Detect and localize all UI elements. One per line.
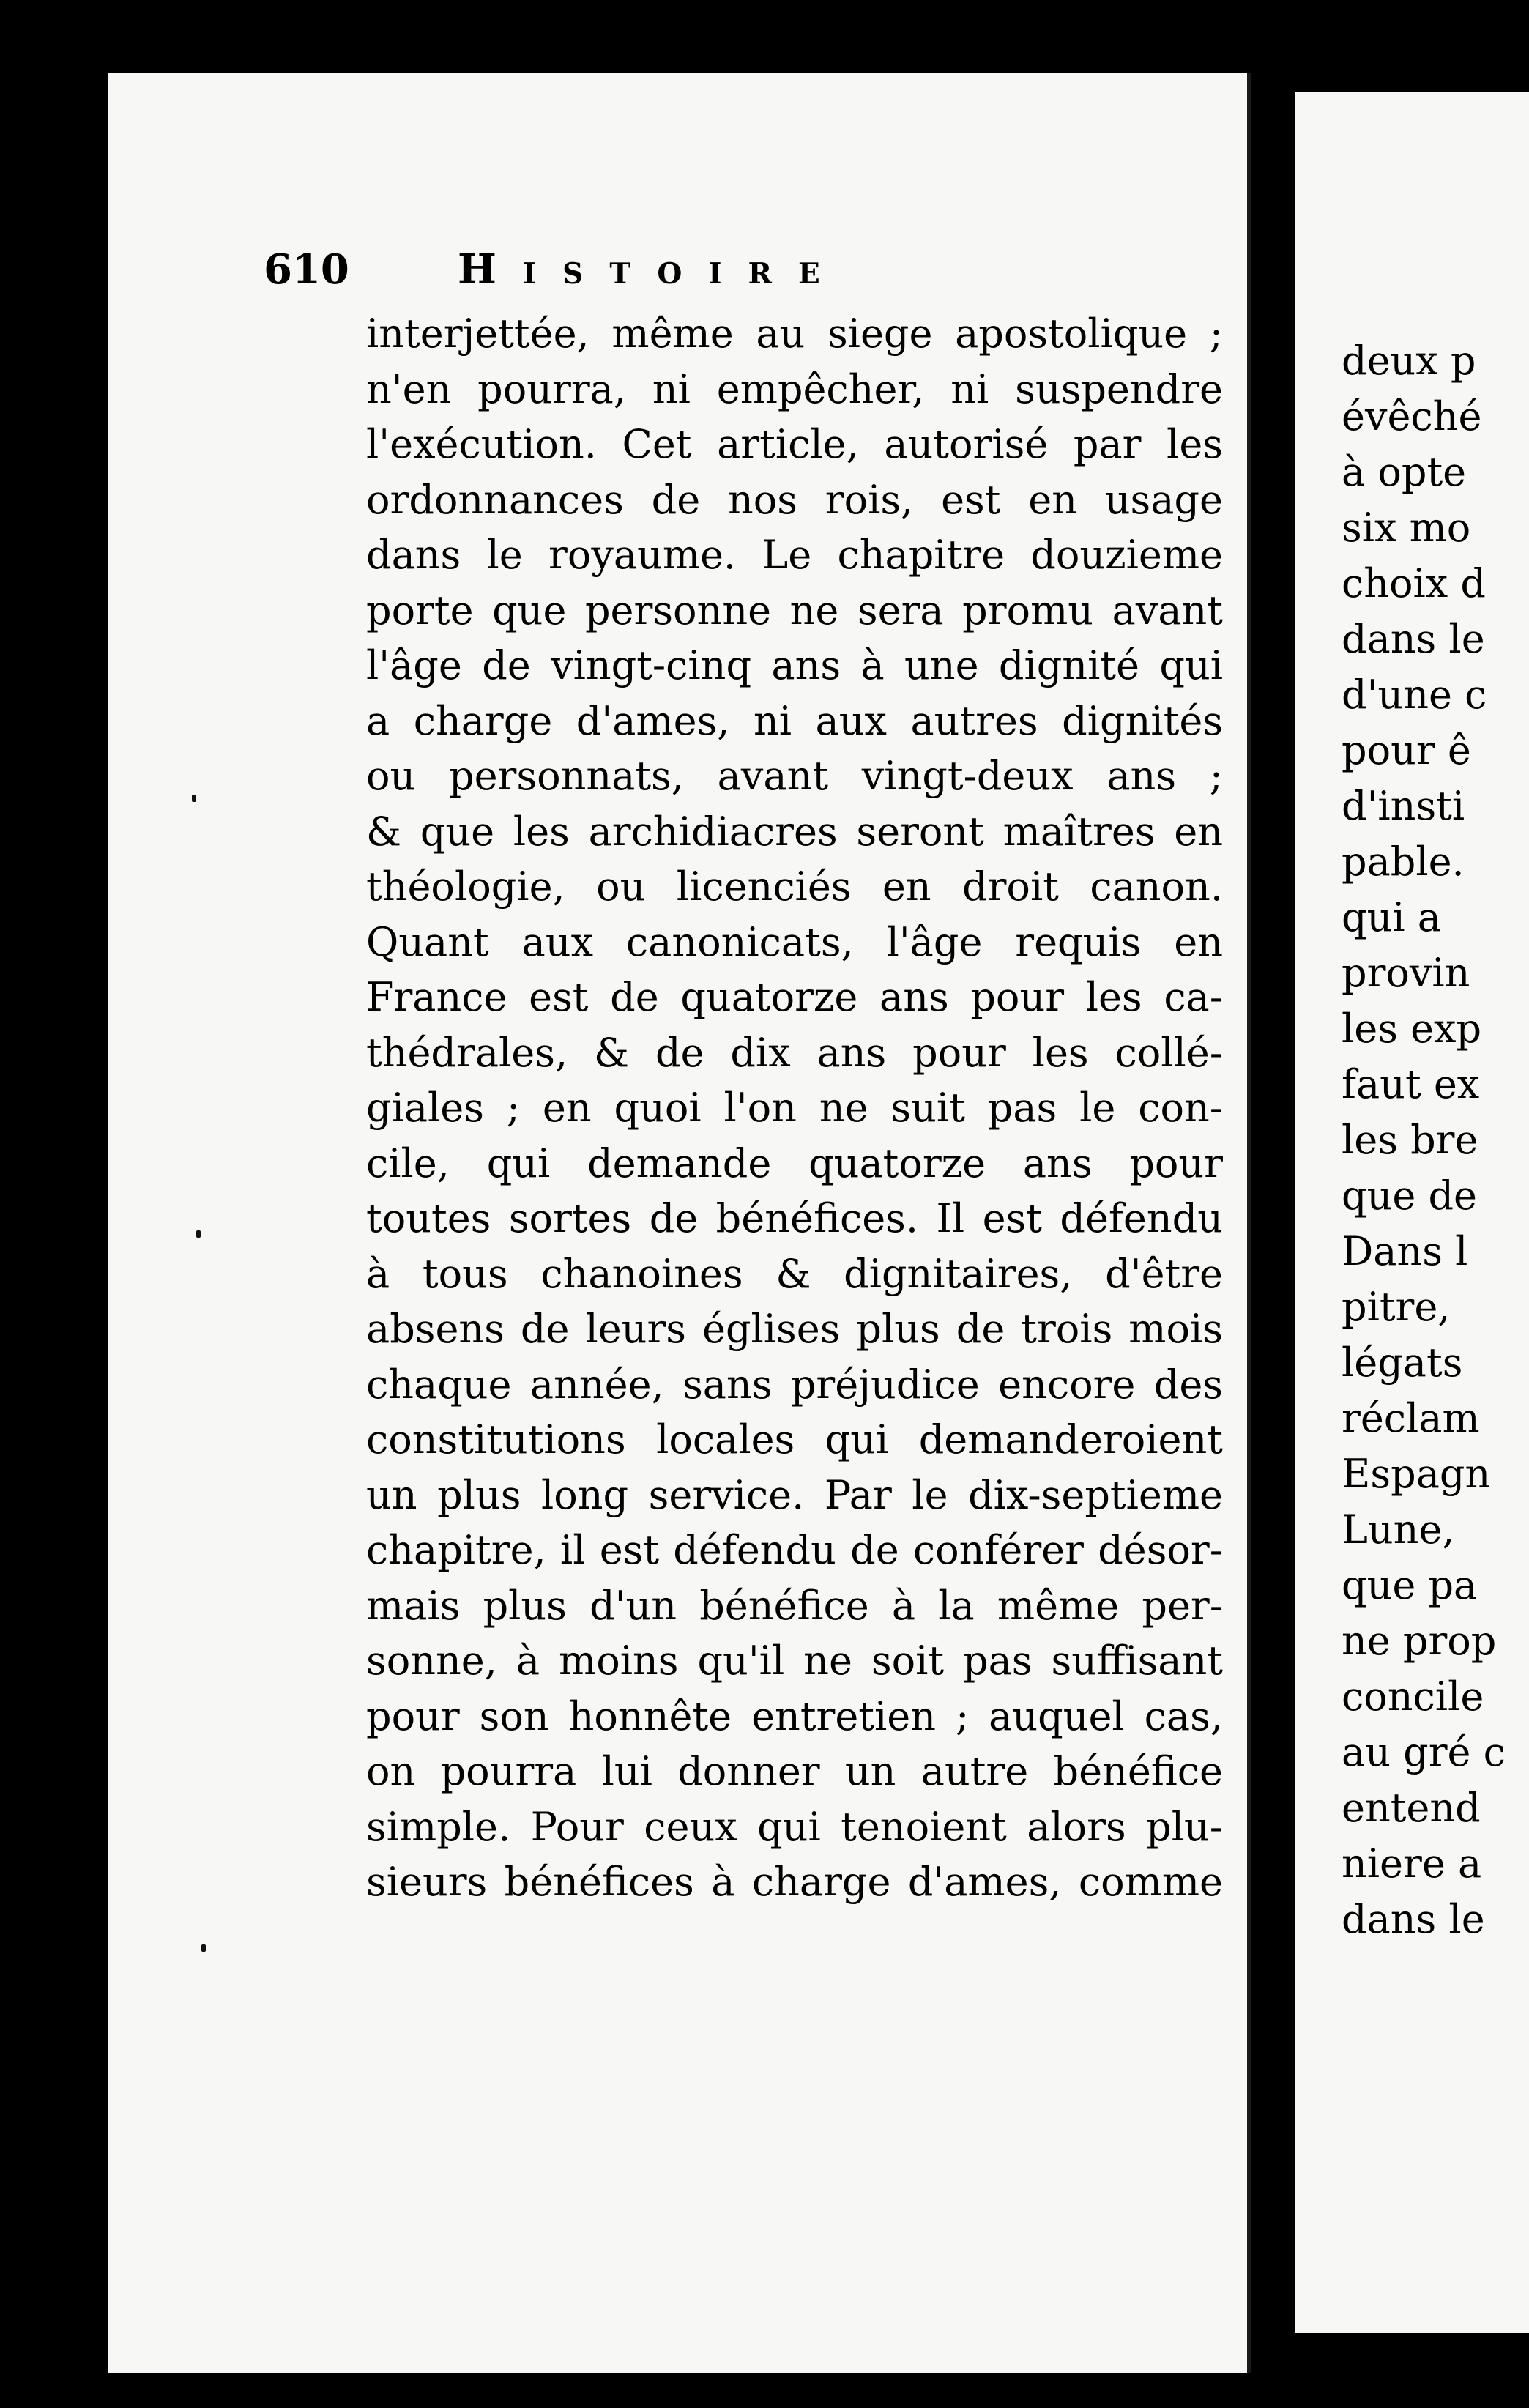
text-line: mais plus d'un bénéfice à la même per-: [366, 1582, 1223, 1629]
text-line: n'en pourra, ni empêcher, ni suspendre: [366, 365, 1223, 412]
page-number: 610: [264, 245, 349, 294]
margin-mark: [196, 1230, 201, 1238]
text-line: pour ê: [1342, 727, 1471, 773]
text-line: dans le: [1342, 616, 1485, 662]
text-line: niere a: [1342, 1840, 1482, 1887]
text-line: giales ; en quoi l'on ne suit pas le con-: [366, 1085, 1223, 1131]
text-line: pable.: [1342, 839, 1465, 885]
text-line: ne prop: [1342, 1618, 1497, 1664]
text-line: simple. Pour ceux qui tenoient alors plu-: [366, 1803, 1223, 1850]
text-line: a charge d'ames, ni aux autres dignités: [366, 697, 1223, 744]
text-line: d'insti: [1342, 783, 1465, 829]
text-line: les exp: [1342, 1006, 1482, 1052]
text-line: thédrales, & de dix ans pour les collé-: [366, 1029, 1223, 1076]
text-line: constitutions locales qui demanderoient: [366, 1416, 1223, 1463]
text-line: que pa: [1342, 1562, 1478, 1608]
text-line: absens de leurs églises plus de trois mois: [366, 1306, 1223, 1352]
text-line: interjettée, même au siege apostolique ;: [366, 311, 1223, 357]
text-line: réclam: [1342, 1395, 1480, 1441]
margin-mark: [192, 795, 196, 802]
text-line: toutes sortes de bénéfices. Il est défendu: [366, 1195, 1223, 1241]
text-line: au gré c: [1342, 1729, 1506, 1775]
text-line: les bre: [1342, 1117, 1478, 1163]
text-line: porte que personne ne sera promu avant: [366, 587, 1223, 633]
text-line: concile: [1342, 1673, 1484, 1720]
running-title: Histoire: [458, 245, 847, 294]
text-line: Espagn: [1342, 1451, 1491, 1497]
text-line: faut ex: [1342, 1061, 1480, 1107]
text-line: pour son honnête entretien ; auquel cas,: [366, 1692, 1223, 1739]
text-line: ordonnances de nos rois, est en usage: [366, 476, 1223, 523]
text-line: ou personnats, avant vingt-deux ans ;: [366, 753, 1223, 799]
text-line: Lune,: [1342, 1506, 1455, 1553]
text-line: chaque année, sans préjudice encore des: [366, 1361, 1223, 1408]
text-line: pitre,: [1342, 1284, 1451, 1330]
text-line: évêché: [1342, 393, 1482, 439]
text-line: on pourra lui donner un autre bénéfice: [366, 1748, 1223, 1794]
margin-mark: [201, 1944, 206, 1952]
text-line: dans le royaume. Le chapitre douzieme: [366, 532, 1223, 578]
text-line: deux p: [1342, 338, 1476, 384]
text-line: qui a: [1342, 894, 1441, 940]
text-line: France est de quatorze ans pour les ca-: [366, 974, 1223, 1020]
text-line: l'âge de vingt-cinq ans à une dignité qui: [366, 642, 1223, 688]
text-line: légats: [1342, 1339, 1463, 1386]
text-line: un plus long service. Par le dix-septieme: [366, 1471, 1223, 1518]
text-line: sonne, à moins qu'il ne soit pas suffisant: [366, 1638, 1223, 1684]
text-line: chapitre, il est défendu de conférer désor-: [366, 1527, 1223, 1573]
text-line: Dans l: [1342, 1228, 1468, 1274]
text-line: choix d: [1342, 560, 1486, 606]
text-line: provin: [1342, 950, 1470, 996]
text-line: théologie, ou licenciés en droit canon.: [366, 863, 1223, 910]
text-line: entend: [1342, 1785, 1481, 1831]
text-line: l'exécution. Cet article, autorisé par les: [366, 421, 1223, 467]
text-line: à tous chanoines & dignitaires, d'être: [366, 1250, 1223, 1297]
text-line: Quant aux canonicats, l'âge requis en: [366, 918, 1223, 965]
text-line: six mo: [1342, 505, 1471, 551]
left-page-text: [366, 306, 1223, 1910]
text-line: d'une c: [1342, 672, 1487, 718]
text-line: cile, qui demande quatorze ans pour: [366, 1140, 1223, 1186]
text-line: dans le: [1342, 1896, 1485, 1942]
text-line: sieurs bénéfices à charge d'ames, comme: [366, 1859, 1223, 1905]
text-line: & que les archidiacres seront maîtres en: [366, 808, 1223, 855]
text-line: que de: [1342, 1173, 1477, 1219]
text-line: à opte: [1342, 449, 1467, 495]
right-page-text: [1342, 333, 1506, 1947]
